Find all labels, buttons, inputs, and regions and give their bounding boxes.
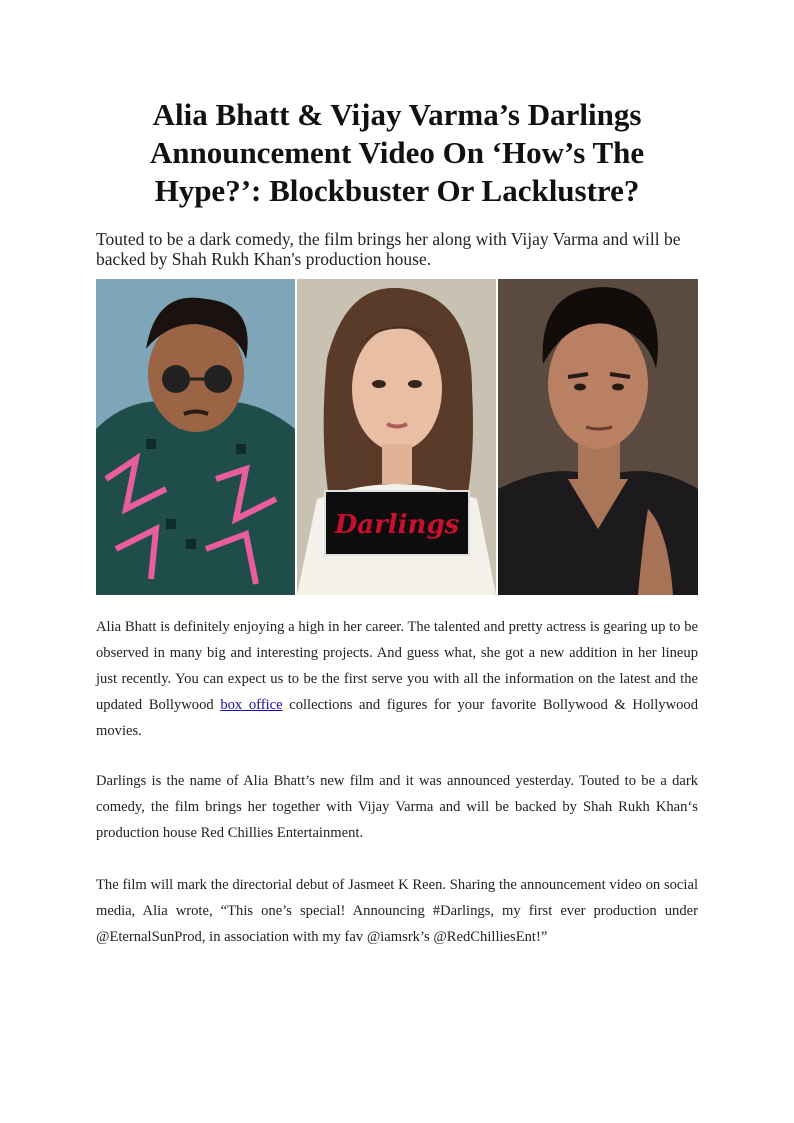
alia-bhatt-photo [297,279,496,595]
paragraph-director: The film will mark the directorial debut of Jasmeet K Reen. Sharing the announcement video on social media, Alia wrote, “This one’s special! Announcing #Darlings, my first ever production under @EternalSunProd, in association with my fav @iamsrk’s @RedChilliesEnt!” [96,877,698,945]
paragraph-intro [96,614,698,744]
shah-rukh-khan-photo [498,279,698,595]
paragraph-announcement: Darlings is the name of Alia Bhatt’s new film and it was announced yesterday. Touted to be a dark comedy, the film brings her together with Vijay Varma and will be backed by Shah Rukh Khan‘s production house Red Chillies Entertainment. [96,773,698,841]
article-subtitle: Touted to be a dark comedy, the film brings her along with Vijay Varma and will be backed by Shah Rukh Khan's production house. [96,229,681,269]
darlings-logo-text: Darlings [334,510,460,540]
vijay-varma-photo [96,279,295,595]
hero-image-collage [96,279,698,595]
paragraph-intro-text-2: collections and figures for your favorite Bollywood & Hollywood movies. [96,697,698,739]
article-title: Alia Bhatt & Vijay Varma’s Darlings Announcement Video On ‘How’s The Hype?’: Blockbuster Or Lacklustre? [149,97,645,208]
paragraph-intro-text-1: Alia Bhatt is definitely enjoying a high in her career. The talented and pretty actress is gearing up to be observed in many big and interesting projects. And guess what, she got a new addition in her lineup just recently. You can expect us to be the first serve you with all the information on the latest and the updated Bollywood [96,619,698,713]
box-office-link[interactable]: box office [220,697,283,713]
